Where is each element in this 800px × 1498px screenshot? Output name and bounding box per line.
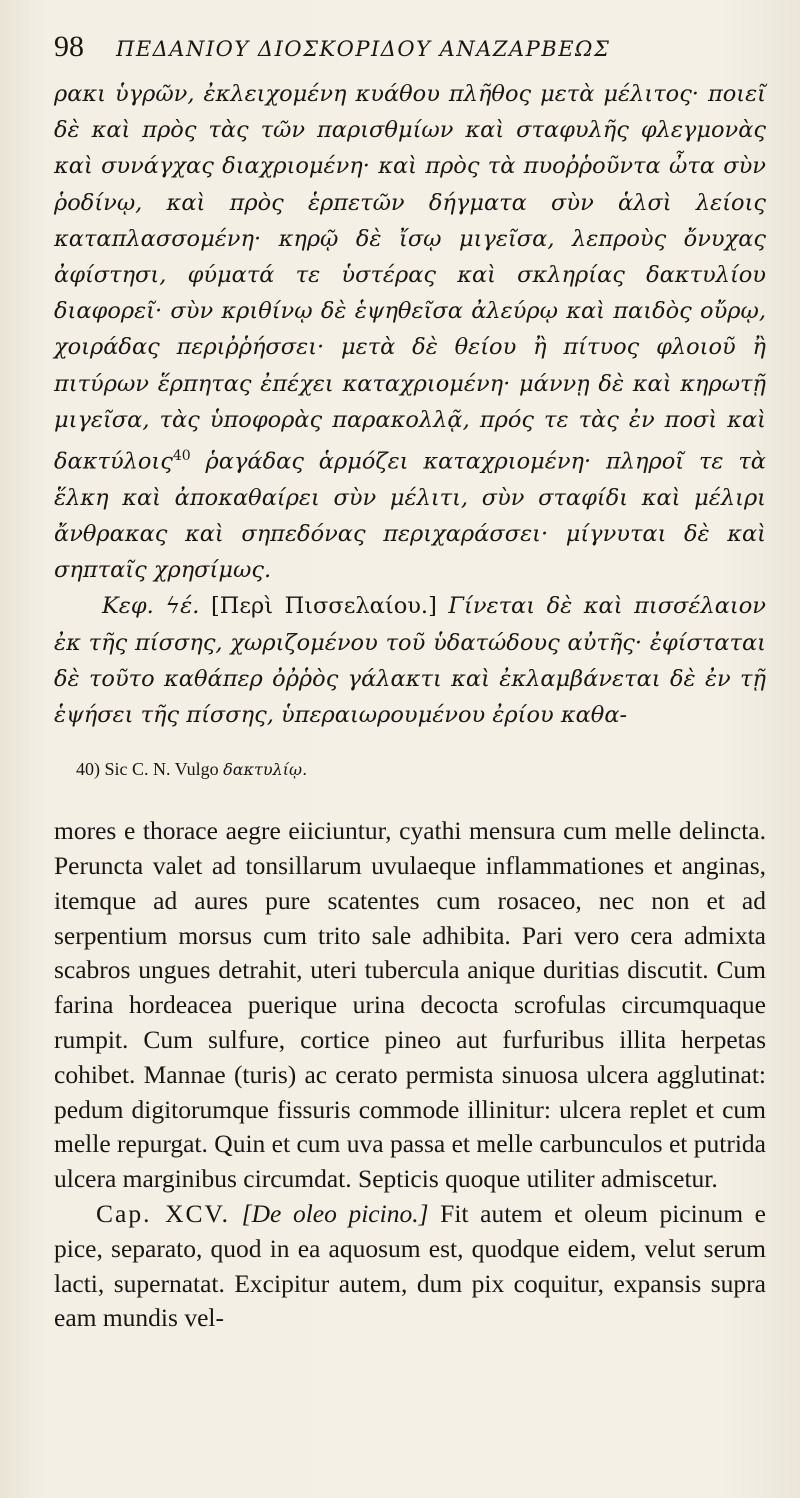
running-head: ΠΕΔΑΝΙΟΥ ΔΙΟΣΚΟΡΙΔΟΥ ΑΝΑΖΑΡΒΕΩΣ [116,37,611,61]
latin-chapter [54,1197,766,1336]
footnote-number: 40) [76,759,100,780]
greek-paragraph-text: ρακι ὑγρῶν, ἐκλειχομένη κυάθου πλῆθος μετὰ μέλιτος· ποιεῖ δὲ καὶ πρὸς τὰς τῶν παρισθμίων καὶ σταφυλῆς φλεγμονὰς καὶ συνάγχας διαχριομένη· καὶ πρὸς τὰ πυοῤῥοῦντα ὦτα σὺν ῥοδίνῳ, καὶ πρὸς ἑρπετῶν δήγματα σὺν ἁλσὶ λείοις καταπλασσομένη· κηρῷ δὲ ἴσῳ μιγεῖσα, λεπροὺς ὄνυχας ἀφίστησι, φύματά τε ὑστέρας καὶ σκληρίας δακτυλίου διαφορεῖ· σὺν κριθίνῳ δὲ ἑψηθεῖσα ἀλεύρῳ καὶ παιδὸς οὔρῳ, χοιράδας περιῤῥήσσει· μετὰ δὲ θείου ἢ πίτυος φλοιοῦ ἢ πιτύρων ἕρπητας ἐπέχει καταχριομένη· μάννῃ δὲ καὶ κηρωτῇ μιγεῖσα, τὰς ὑποφορὰς παρακολλᾷ, πρός τε τὰς ἐν ποσὶ καὶ δακτύλοις [54,81,766,475]
footnote-text: Sic C. N. Vulgo [104,759,219,780]
latin-chapter-text: Fit autem et oleum picinum e pice, separato, quod in ea aquosum est, quodque eidem, velut serum lacti, supernatat. Excipitur autem, dum pix coquitur, expansis supra eam mundis vel- [54,1198,766,1333]
latin-chapter-label: Cap. XCV. [96,1198,231,1228]
section-spacer [54,780,766,814]
footnote-marker: 40 [172,448,191,465]
greek-text-block [54,76,766,733]
greek-chapter-text: Γίνεται δὲ καὶ πισσέλαιον ἐκ τῆς πίσσης, χωριζομένου τοῦ ὑδατώδους αὐτῆς· ἐφίσταται δὲ τοῦτο καθάπερ ὀῤῥὸς γάλακτι καὶ ἐκλαμβάνεται δὲ ἐν τῇ ἑψήσει τῆς πίσσης, ὑπεραιωρουμένου ἐρίου καθα- [54,593,766,728]
page-number: 98 [54,30,84,63]
latin-paragraph: mores e thorace aegre eiiciuntur, cyathi mensura cum melle delincta. Peruncta valet ad tonsillarum uvulaeque inflammationes et anginas, itemque ad aures pure scatentes cum rosaceo, nec non et ad serpentium morsus cum trito sale adhibita. Pari vero cera admixta scabros ungues detrahit, uteri tubercula anique duritias discutit. Cum farina hordeacea puerique urina decocta scrofulas circumquaque rumpit. Cum sulfure, cortice pineo aut furfuribus illita herpetas cohibet. Mannae (turis) ac cerato permista sinuosa ulcera agglutinat: pedum digitorumque fissuris commode illinitur: ulcera replet et cum melle repurgat. Quin et cum uva passa et melle carbunculos et putrida ulcera marginibus circumdat. Septicis quoque utiliter admiscetur. [54,816,766,1194]
greek-paragraph [54,76,766,588]
greek-paragraph-continuation: ῥαγάδας ἁρμόζει καταχριομένη· πληροῖ τε τὰ ἕλκη καὶ ἀποκαθαίρει σὺν μέλιτι, σὺν σταφίδι καὶ μέλιρι ἄνθρακας καὶ σηπεδόνας περιχαράσσει· μίγνυται δὲ καὶ σηπταῖς χρησίμως. [54,448,766,584]
latin-chapter-title: [De oleo picino.] [241,1198,429,1228]
footnote [76,759,766,780]
greek-chapter-title: [Περὶ Πισσελαίου.] [210,593,437,620]
page-header [54,30,766,70]
greek-chapter-label: Κεφ. ϟέ. [102,593,200,620]
footnote-greek-word: δακτυλίῳ. [223,760,308,780]
greek-chapter [54,588,766,733]
latin-text-block [54,814,766,1336]
